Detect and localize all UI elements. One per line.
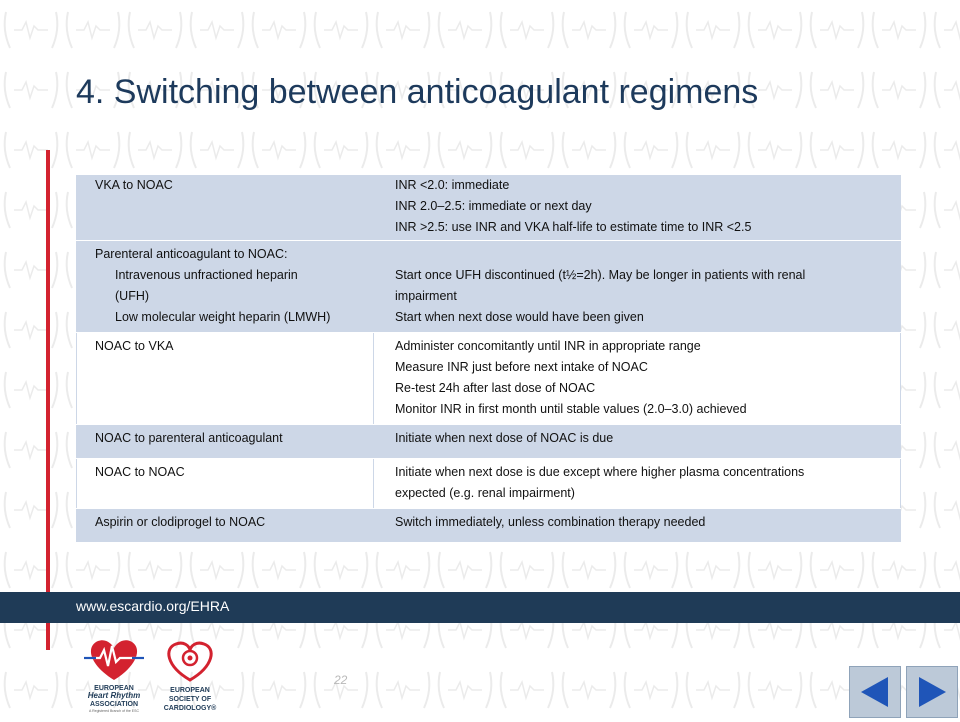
to-text: Re-test 24h after last dose of NOAC [395,380,596,395]
esc-logo-line3: CARDIOLOGY® [163,705,217,712]
heart-icon [169,643,211,680]
from-cell [77,508,374,542]
to-text: Initiate when next dose is due except where higher plasma concentrations [395,464,805,479]
from-text: NOAC to NOAC [95,464,185,479]
from-cell [77,175,374,240]
from-text: Parenteral anticoagulant to NOAC: [95,246,288,261]
to-text: Start when next dose would have been given [395,309,644,324]
from-text: Low molecular weight heparin (LMWH) [115,309,331,324]
heart-icon [91,640,137,680]
esc-logo-line1: EUROPEAN [170,687,210,694]
to-cell [374,508,901,542]
from-cell [77,458,374,508]
to-text: INR <2.0: immediate [395,178,510,192]
previous-slide-button[interactable] [849,666,901,718]
ehra-logo-line3: ASSOCIATION [89,701,139,708]
to-cell [374,175,901,240]
accent-red-line [46,150,50,650]
from-text: NOAC to VKA [95,338,174,353]
table-row [77,458,901,508]
page-number: 22 [334,673,348,687]
esc-logo [158,636,222,714]
table-row [77,240,901,332]
to-cell [374,240,901,332]
to-text: Measure INR just before next intake of NOAC [395,359,648,374]
from-cell [77,240,374,332]
next-slide-button[interactable] [906,666,958,718]
ehra-logo-line2: Heart Rhythm [87,691,141,700]
from-cell [77,332,374,424]
to-cell [374,332,901,424]
to-text [395,244,900,265]
table-row [77,508,901,542]
to-text: Initiate when next dose of NOAC is due [395,430,614,445]
ehra-logo [78,632,150,714]
ehra-logo-tagline: A Registered Branch of the ESC [89,709,139,713]
table-row [77,175,901,240]
triangle-left-icon [850,667,900,717]
from-cell [77,424,374,458]
from-text: (UFH) [115,288,150,303]
footer-url[interactable]: www.escardio.org/EHRA [76,598,230,614]
to-text: Start once UFH discontinued (t½=2h). May be longer in patients with renal [395,267,806,282]
to-text: expected (e.g. renal impairment) [395,485,575,500]
from-text: Intravenous unfractioned heparin [115,267,298,282]
ehra-logo-line1: EUROPEAN [94,685,134,692]
to-cell [374,424,901,458]
to-text: INR >2.5: use INR and VKA half-life to estimate time to INR <2.5 [395,220,752,234]
to-text: INR 2.0–2.5: immediate or next day [395,199,592,213]
from-text: NOAC to parenteral anticoagulant [95,430,283,445]
to-text: Administer concomitantly until INR in appropriate range [395,338,701,353]
table-row [77,424,901,458]
from-text: Aspirin or clodiprogel to NOAC [95,514,266,529]
table-row [77,332,901,424]
to-text: impairment [395,288,457,303]
to-text: Switch immediately, unless combination therapy needed [395,514,706,529]
from-text: VKA to NOAC [95,178,173,192]
switching-table [76,175,901,543]
to-cell [374,458,901,508]
esc-logo-line2: SOCIETY OF [168,696,212,703]
to-text: Monitor INR in first month until stable values (2.0–3.0) achieved [395,401,747,416]
page-title: 4. Switching between anticoagulant regimens [76,73,759,111]
triangle-right-icon [907,667,957,717]
